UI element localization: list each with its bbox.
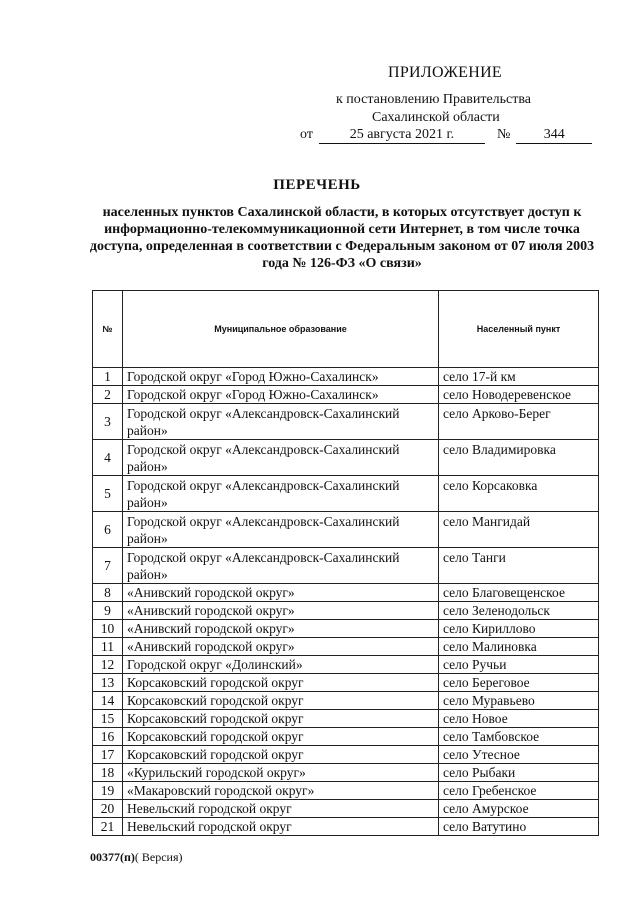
row-number: 1	[93, 368, 123, 386]
row-settlement: село Кириллово	[439, 620, 599, 638]
row-number: 9	[93, 602, 123, 620]
header-settlement: Населенный пункт	[439, 291, 599, 368]
decree-number-label: №	[496, 127, 511, 142]
table-row	[93, 386, 599, 404]
row-number: 3	[93, 404, 123, 440]
row-settlement: село Зеленодольск	[439, 602, 599, 620]
row-municipality: Городской округ «Александровск-Сахалинский район»	[123, 440, 439, 476]
table-row	[93, 800, 599, 818]
table-row	[93, 440, 599, 476]
row-number: 15	[93, 710, 123, 728]
decree-reference-line-1: к постановлению Правительства	[336, 92, 532, 107]
table-row	[93, 782, 599, 800]
row-municipality: Городской округ «Город Южно-Сахалинск»	[123, 386, 439, 404]
table-row	[93, 638, 599, 656]
row-settlement: село Амурское	[439, 800, 599, 818]
row-number: 21	[93, 818, 123, 836]
row-municipality: Корсаковский городской округ	[123, 728, 439, 746]
header-municipality: Муниципальное образование	[123, 291, 439, 368]
row-settlement: село Муравьево	[439, 692, 599, 710]
row-number: 19	[93, 782, 123, 800]
row-settlement: село Благовещенское	[439, 584, 599, 602]
table-row	[93, 764, 599, 782]
row-number: 10	[93, 620, 123, 638]
row-settlement: село Новое	[439, 710, 599, 728]
row-municipality: Городской округ «Долинский»	[123, 656, 439, 674]
row-number: 12	[93, 656, 123, 674]
table-row	[93, 602, 599, 620]
decree-date: 25 августа 2021 г.	[319, 127, 485, 144]
table-row	[93, 404, 599, 440]
table-row	[93, 548, 599, 584]
row-number: 17	[93, 746, 123, 764]
document-title: ПЕРЕЧЕНЬ	[273, 177, 361, 193]
row-number: 20	[93, 800, 123, 818]
row-number: 7	[93, 548, 123, 584]
header-number: №	[93, 291, 123, 368]
table-row	[93, 512, 599, 548]
row-municipality: Городской округ «Город Южно-Сахалинск»	[123, 368, 439, 386]
row-settlement: село Арково-Берег	[439, 404, 599, 440]
row-number: 16	[93, 728, 123, 746]
row-settlement: село Тамбовское	[439, 728, 599, 746]
row-settlement: село Гребенское	[439, 782, 599, 800]
row-municipality: Корсаковский городской округ	[123, 710, 439, 728]
document-subtitle: населенных пунктов Сахалинской области, в которых отсутствует доступ к информационно-телекоммуникационной сети Интернет, в том числе точка доступа, определенная в соответствии с Федеральным законом от 07 июля 2003 года № 126-ФЗ «О связи»	[89, 205, 595, 271]
row-municipality: Невельский городской округ	[123, 800, 439, 818]
row-settlement: село Владимировка	[439, 440, 599, 476]
table-row	[93, 476, 599, 512]
row-settlement: село Танги	[439, 548, 599, 584]
row-settlement: село Утесное	[439, 746, 599, 764]
row-municipality: «Курильский городской округ»	[123, 764, 439, 782]
row-settlement: село Ватутино	[439, 818, 599, 836]
table-row	[93, 674, 599, 692]
row-settlement: село Рыбаки	[439, 764, 599, 782]
row-settlement: село Мангидай	[439, 512, 599, 548]
row-number: 11	[93, 638, 123, 656]
row-municipality: «Макаровский городской округ»	[123, 782, 439, 800]
row-municipality: Корсаковский городской округ	[123, 692, 439, 710]
table-row	[93, 620, 599, 638]
row-municipality: «Анивский городской округ»	[123, 602, 439, 620]
row-municipality: Городской округ «Александровск-Сахалинский район»	[123, 548, 439, 584]
row-number: 4	[93, 440, 123, 476]
table-row	[93, 368, 599, 386]
row-number: 2	[93, 386, 123, 404]
row-municipality: Городской округ «Александровск-Сахалинский район»	[123, 476, 439, 512]
row-municipality: Городской округ «Александровск-Сахалинский район»	[123, 512, 439, 548]
row-municipality: «Анивский городской округ»	[123, 638, 439, 656]
table-row	[93, 584, 599, 602]
decree-date-number	[300, 127, 592, 144]
row-number: 14	[93, 692, 123, 710]
row-municipality: Корсаковский городской округ	[123, 746, 439, 764]
row-municipality: Городской округ «Александровск-Сахалинский район»	[123, 404, 439, 440]
footer-code: 00377(п)	[90, 850, 135, 864]
footer-document-code	[90, 850, 183, 865]
row-municipality: «Анивский городской округ»	[123, 584, 439, 602]
table-row	[93, 818, 599, 836]
row-municipality: Невельский городской округ	[123, 818, 439, 836]
table-row	[93, 656, 599, 674]
table-row	[93, 710, 599, 728]
row-number: 8	[93, 584, 123, 602]
footer-version: ( Версия)	[134, 850, 183, 864]
appendix-title: ПРИЛОЖЕНИЕ	[388, 64, 503, 81]
table-row	[93, 728, 599, 746]
row-settlement: село Малиновка	[439, 638, 599, 656]
row-settlement: село Новодеревенское	[439, 386, 599, 404]
row-municipality: Корсаковский городской округ	[123, 674, 439, 692]
table-header-row	[93, 291, 599, 368]
row-number: 13	[93, 674, 123, 692]
row-number: 18	[93, 764, 123, 782]
row-municipality: «Анивский городской округ»	[123, 620, 439, 638]
row-number: 5	[93, 476, 123, 512]
settlements-table	[92, 290, 599, 836]
table-row	[93, 746, 599, 764]
table-row	[93, 692, 599, 710]
row-settlement: село 17-й км	[439, 368, 599, 386]
row-settlement: село Береговое	[439, 674, 599, 692]
row-settlement: село Корсаковка	[439, 476, 599, 512]
decree-reference-line-2: Сахалинской области	[372, 110, 500, 125]
date-prefix: от	[300, 127, 313, 142]
decree-number: 344	[516, 127, 592, 144]
row-settlement: село Ручьи	[439, 656, 599, 674]
row-number: 6	[93, 512, 123, 548]
